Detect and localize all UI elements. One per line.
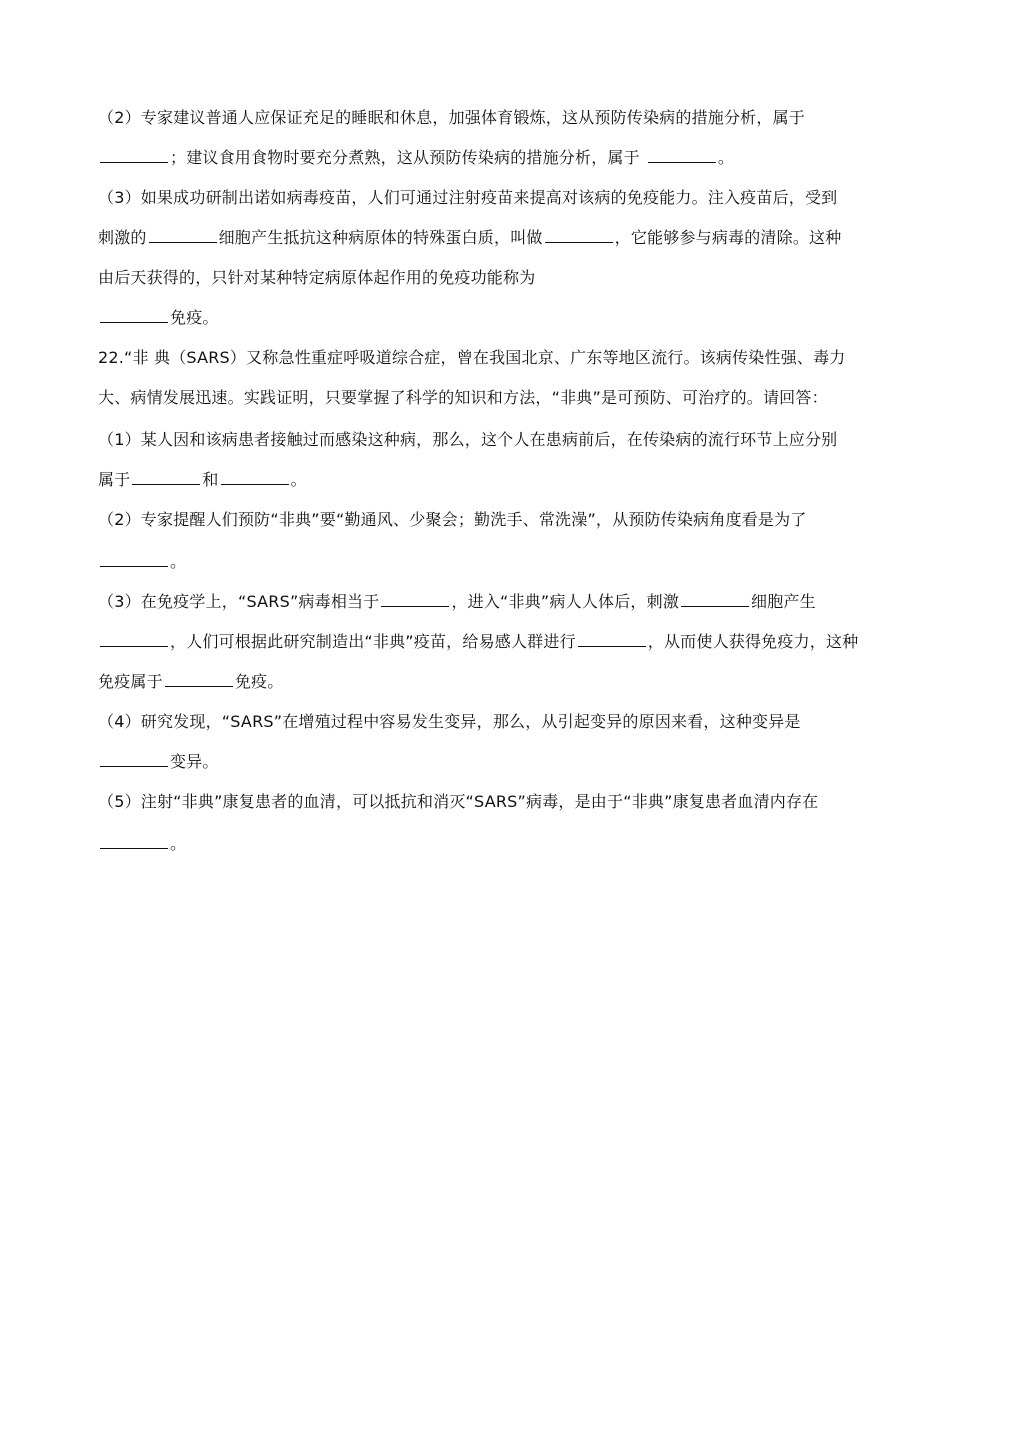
q22-part2-text: （2）专家提醒人们预防“非典”要“勤通风、少聚会；勤洗手、常洗澡”，从预防传染病角度看是为了 (98, 510, 807, 529)
answer-blank (381, 592, 449, 607)
answer-blank (100, 834, 168, 849)
q22-part3-line2 (98, 632, 858, 652)
q22-part5-line2 (98, 834, 186, 854)
q22-part5-text: （5）注射“非典”康复患者的血清，可以抵抗和消灭“SARS”病毒，是由于“非典”康复患者血清内存在 (98, 792, 819, 811)
q22-part1-line1 (98, 430, 837, 450)
answer-blank (648, 148, 716, 163)
q21-part3-text-c: ，它能够参与病毒的清除。这种 (614, 228, 842, 247)
q21-part3-text-e: 免疫。 (170, 308, 219, 327)
q21-part2-line2 (98, 148, 734, 168)
q22-part2-line1 (98, 510, 807, 530)
q22-part1-text-a: 属于 (98, 470, 131, 489)
answer-blank (578, 632, 646, 647)
answer-blank (100, 148, 168, 163)
q21-part3-line2 (98, 228, 841, 248)
q22-part3-line3 (98, 672, 283, 692)
answer-blank (221, 470, 289, 485)
q21-part2-text-b: ；建议食用食物时要充分煮熟，这从预防传染病的措施分析，属于 (170, 148, 640, 167)
q22-part4-text-b: 变异。 (170, 752, 219, 771)
q22-part4-line2 (98, 752, 219, 772)
q22-part1-text: （1）某人因和该病患者接触过而感染这种病，那么，这个人在患病前后，在传染病的流行环节上应分别 (98, 430, 838, 449)
q21-part3-line3 (98, 268, 535, 288)
answer-blank (681, 592, 749, 607)
q21-part3-line4 (98, 308, 219, 328)
q22-part2-text-b: 。 (170, 552, 187, 571)
answer-blank (132, 470, 200, 485)
q22-intro-text: 22.“非 典（SARS）又称急性重症呼吸道综合症，曾在我国北京、广东等地区流行。该病传染性强、毒力 (98, 348, 846, 367)
q21-part3-text-a: 刺激的 (98, 228, 147, 247)
answer-blank (149, 228, 217, 243)
q22-part3-text-f: 免疫属于 (98, 672, 163, 691)
q22-part2-line2 (98, 552, 186, 572)
q22-part5-line1 (98, 792, 818, 812)
q21-part3-text-b: 细胞产生抵抗这种病原体的特殊蛋白质，叫做 (218, 228, 543, 247)
q22-part3-text-c: 细胞产生 (751, 592, 816, 611)
q22-part3-line1 (98, 592, 816, 612)
q22-intro-line1 (98, 348, 846, 368)
answer-blank (545, 228, 613, 243)
q22-intro-text-b: 大、病情发展迅速。实践证明，只要掌握了科学的知识和方法，“非典”是可预防、可治疗的。请回答： (98, 388, 828, 407)
answer-blank (100, 308, 168, 323)
q21-part2-text: （2）专家建议普通人应保证充足的睡眠和休息，加强体育锻炼，这从预防传染病的措施分析，属于 (98, 108, 805, 127)
q22-part4-text: （4）研究发现，“SARS”在增殖过程中容易发生变异，那么，从引起变异的原因来看，这种变异是 (98, 712, 801, 731)
q21-part3-line1 (98, 188, 837, 208)
q22-part1-text-b: 和 (202, 470, 219, 489)
q21-part2-line1 (98, 108, 805, 128)
q22-part1-line2 (98, 470, 307, 490)
q22-part3-text-b: ，进入“非典”病人人体后，刺激 (451, 592, 680, 611)
q22-part1-text-c: 。 (290, 470, 307, 489)
q22-part5-text-b: 。 (170, 834, 187, 853)
q22-part3-text-a: （3）在免疫学上，“SARS”病毒相当于 (98, 592, 380, 611)
answer-blank (100, 752, 168, 767)
q21-part3-text: （3）如果成功研制出诺如病毒疫苗，人们可通过注射疫苗来提高对该病的免疫能力。注入疫苗后，受到 (98, 188, 838, 207)
q22-part3-text-e: ，从而使人获得免疫力，这种 (647, 632, 859, 651)
q21-part2-text-c: 。 (717, 148, 735, 167)
q22-part4-line1 (98, 712, 801, 732)
answer-blank (100, 632, 168, 647)
q22-part3-text-d: ，人们可根据此研究制造出“非典”疫苗，给易感人群进行 (170, 632, 576, 651)
q22-part3-text-g: 免疫。 (234, 672, 284, 691)
answer-blank (100, 552, 168, 567)
q21-part3-text-d: 由后天获得的，只针对某种特定病原体起作用的免疫功能称为 (98, 268, 536, 287)
q22-intro-line2 (98, 388, 828, 408)
answer-blank (165, 672, 233, 687)
